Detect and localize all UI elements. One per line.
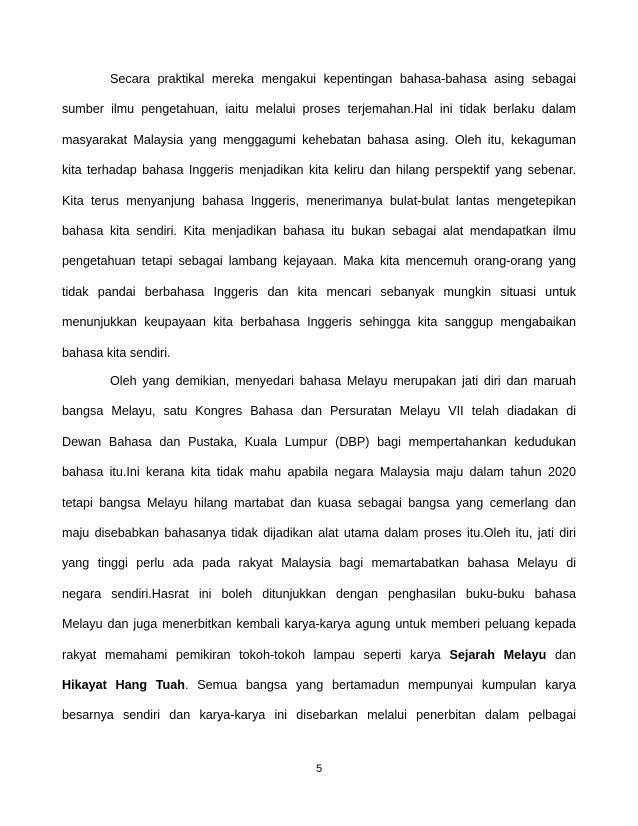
text-line: bahasa kita sendiri. Kita menjadikan bahasa itu bukan sebagai alat mendapatkan ilmu: [62, 223, 576, 238]
book-title-sejarah-melayu: Sejarah Melayu: [449, 647, 547, 662]
text-line: bahasa kita sendiri.: [62, 345, 171, 360]
text-segment: dan: [546, 647, 576, 662]
paragraph-2: [62, 366, 576, 731]
text-line: tetapi bangsa Melayu hilang martabat dan kuasa sebagai bangsa yang cemerlang dan: [62, 495, 576, 510]
text-line: besarnya sendiri dan karya-karya ini disebarkan melalui penerbitan dalam pelbagai: [62, 708, 576, 723]
text-line: masyarakat Malaysia yang menggagumi kehebatan bahasa asing. Oleh itu, kekaguman: [62, 132, 576, 147]
text-line: maju disebabkan bahasanya tidak dijadikan alat utama dalam proses itu.Oleh itu, jati diri: [62, 525, 576, 540]
text-line: Melayu dan juga menerbitkan kembali karya-karya agung untuk memberi peluang kepada: [62, 617, 576, 632]
text-line: [62, 640, 576, 670]
paragraph-1: [62, 64, 576, 368]
text-line: Oleh yang demikian, menyedari bahasa Melayu merupakan jati diri dan maruah: [110, 374, 576, 388]
text-line: yang tinggi perlu ada pada rakyat Malaysia bagi memartabatkan bahasa Melayu di: [62, 556, 576, 571]
text-line: tidak pandai berbahasa Inggeris dan kita mencari sebanyak mungkin situasi untuk: [62, 284, 576, 299]
text-line: [62, 670, 576, 700]
text-line: negara sendiri.Hasrat ini boleh ditunjukkan dengan penghasilan buku-buku bahasa: [62, 586, 576, 601]
text-line: Kita terus menyanjung bahasa Inggeris, menerimanya bulat-bulat lantas mengetepikan: [62, 193, 576, 208]
text-line: bangsa Melayu, satu Kongres Bahasa dan Persuratan Melayu VII telah diadakan di: [62, 404, 576, 419]
text-line: Dewan Bahasa dan Pustaka, Kuala Lumpur (DBP) bagi mempertahankan kedudukan: [62, 434, 576, 449]
text-line: bahasa itu.Ini kerana kita tidak mahu apabila negara Malaysia maju dalam tahun 2020: [62, 465, 576, 480]
text-line: Secara praktikal mereka mengakui kepentingan bahasa-bahasa asing sebagai: [110, 72, 576, 86]
text-line: sumber ilmu pengetahuan, iaitu melalui proses terjemahan.Hal ini tidak berlaku dalam: [62, 102, 576, 117]
text-segment: rakyat memahami pemikiran tokoh-tokoh lampau seperti karya: [62, 647, 450, 662]
text-line: kita terhadap bahasa Inggeris menjadikan kita keliru dan hilang perspektif yang sebenar.: [62, 163, 576, 178]
book-title-hikayat-hang-tuah: Hikayat Hang Tuah: [62, 677, 185, 692]
text-line: pengetahuan tetapi sebagai lambang kejayaan. Maka kita mencemuh orang-orang yang: [62, 254, 576, 269]
text-segment: . Semua bangsa yang bertamadun mempunyai kumpulan karya: [184, 677, 576, 692]
text-line: menunjukkan keupayaan kita berbahasa Inggeris sehingga kita sanggup mengabaikan: [62, 315, 576, 330]
page-number: 5: [315, 763, 323, 775]
